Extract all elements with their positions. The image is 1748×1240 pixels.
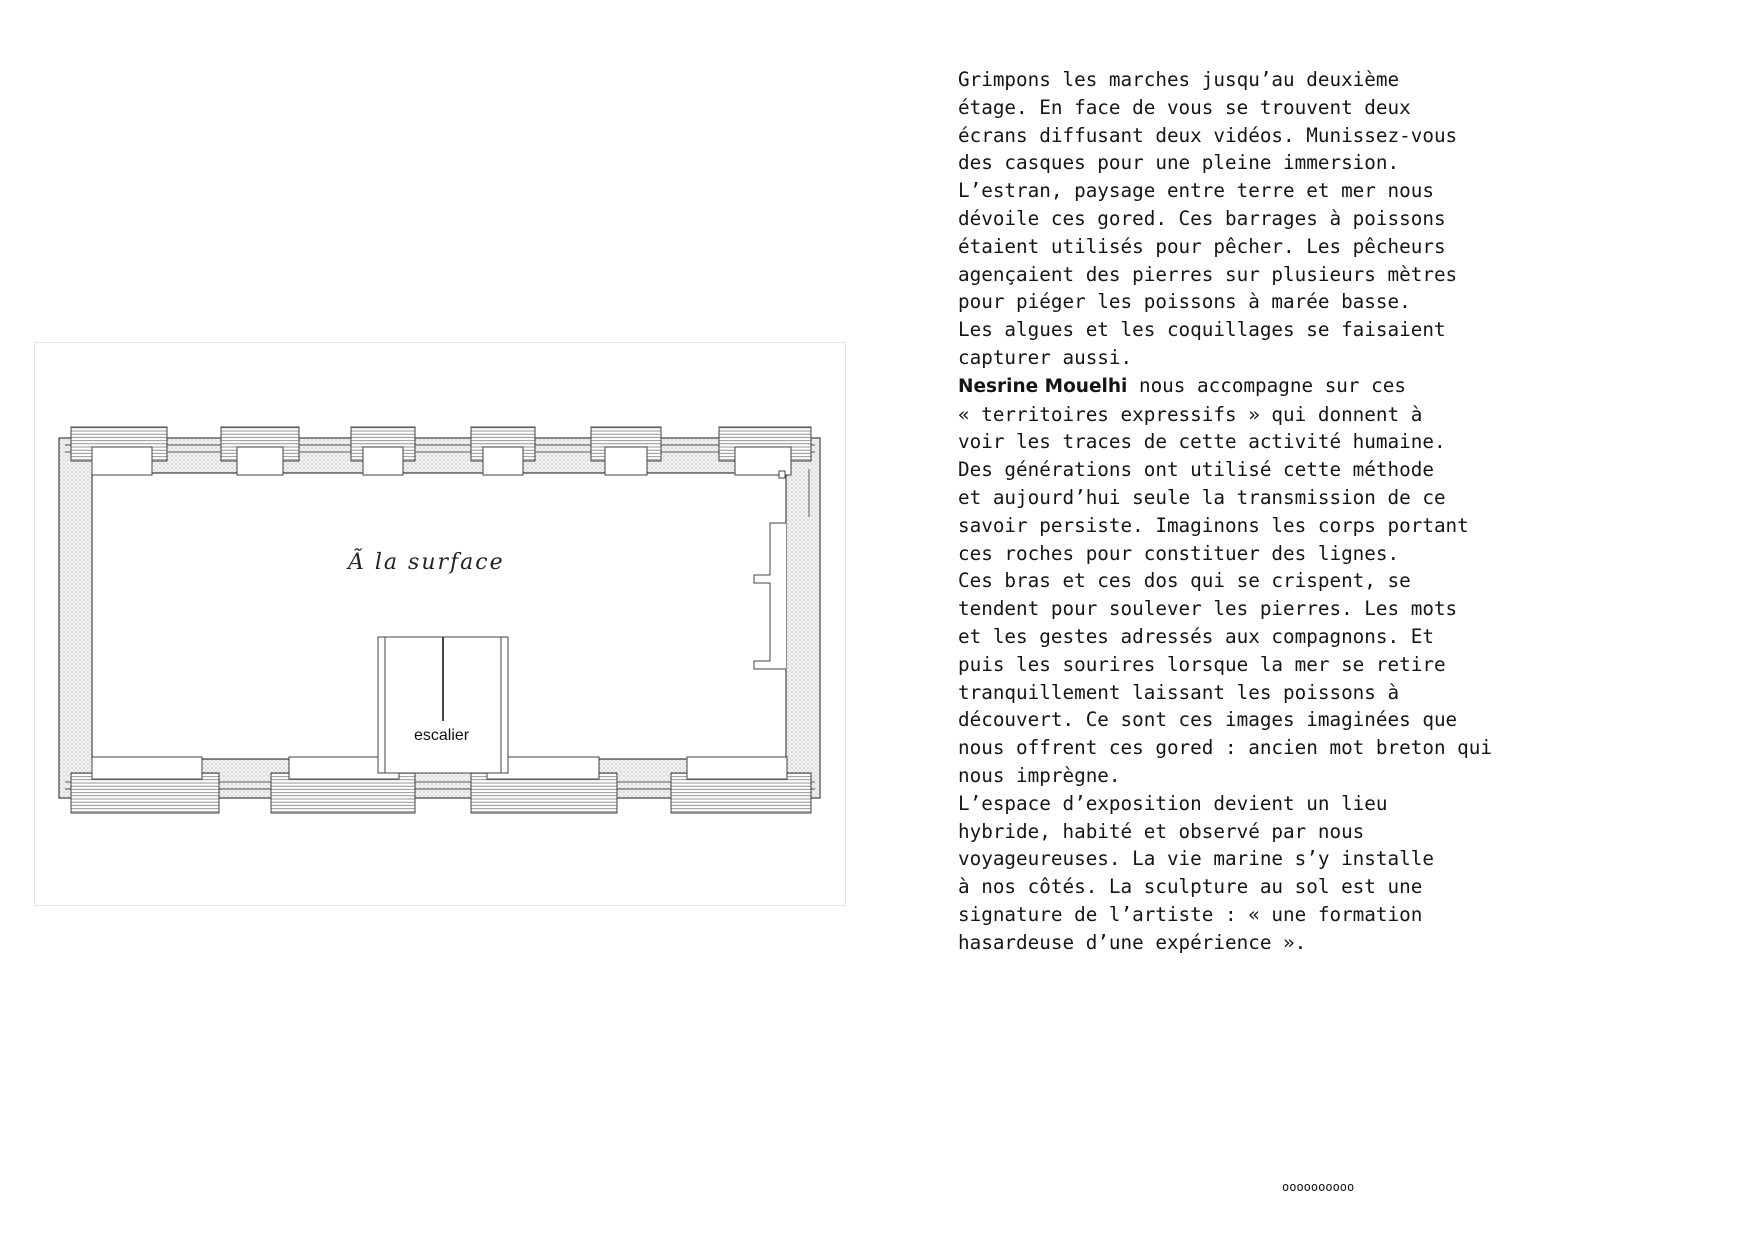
text-line: capturer aussi.	[958, 345, 1133, 369]
text-line: savoir persiste. Imaginons les corps portant	[958, 513, 1469, 537]
text-line: Grimpons les marches jusqu’au deuxième	[958, 68, 1400, 91]
floor-plan-frame	[34, 342, 846, 906]
exhibition-text	[958, 66, 1658, 957]
text-line: et les gestes adressés aux compagnons. Et	[958, 624, 1434, 648]
text-line: agençaient des pierres sur plusieurs mètres	[958, 262, 1458, 286]
artist-line	[958, 372, 1658, 401]
text-line: découvert. Ce sont ces images imaginées que	[958, 708, 1458, 732]
text-line: L’espace d’exposition devient un lieu	[958, 791, 1388, 815]
paragraph-intro	[958, 66, 1658, 372]
floor-plan-drawing	[35, 343, 845, 905]
text-line: nous offrent ces gored : ancien mot breton qui	[958, 736, 1492, 760]
text-line: ces roches pour constituer des lignes.	[958, 541, 1400, 565]
text-line: des casques pour une pleine immersion.	[958, 151, 1400, 175]
text-line: voyageureuses. La vie marine s’y installe	[958, 847, 1434, 871]
text-line: étaient utilisés pour pêcher. Les pêcheurs	[958, 234, 1446, 258]
room-label: Ã la surface	[348, 550, 505, 575]
text-line: signature de l’artiste : « une formation	[958, 902, 1423, 926]
staircase	[378, 637, 508, 773]
text-line: voir les traces de cette activité humaine.	[958, 430, 1446, 454]
artist-name: Nesrine Mouelhi	[958, 375, 1128, 397]
stair-label: escalier	[414, 727, 470, 744]
text-line: Les algues et les coquillages se faisaient	[958, 318, 1446, 342]
text-line: tranquillement laissant les poissons à	[958, 680, 1400, 704]
text-line: Des générations ont utilisé cette méthode	[958, 458, 1434, 482]
text-line: pour piéger les poissons à marée basse.	[958, 290, 1411, 314]
text-line: et aujourd’hui seule la transmission de ce	[958, 485, 1446, 509]
text-line: à nos côtés. La sculpture au sol est une	[958, 875, 1423, 899]
text-line: hybride, habité et observé par nous	[958, 819, 1365, 843]
text-line: étage. En face de vous se trouvent deux	[958, 95, 1411, 119]
artist-line-rest: nous accompagne sur ces	[1127, 373, 1406, 397]
paragraph-body	[958, 401, 1658, 957]
text-line: tendent pour soulever les pierres. Les mots	[958, 597, 1458, 621]
text-line: écrans diffusant deux vidéos. Munissez-vous	[958, 123, 1458, 147]
text-line: Ces bras et ces dos qui se crispent, se	[958, 569, 1411, 593]
text-line: hasardeuse d’une expérience ».	[958, 930, 1307, 954]
text-line: L’estran, paysage entre terre et mer nous	[958, 179, 1434, 203]
page-marker: oooooooooo	[1282, 1180, 1355, 1194]
text-line: nous imprègne.	[958, 763, 1121, 787]
text-line: dévoile ces gored. Ces barrages à poissons	[958, 206, 1446, 230]
text-line: « territoires expressifs » qui donnent à	[958, 402, 1423, 426]
text-line: puis les sourires lorsque la mer se retire	[958, 652, 1446, 676]
